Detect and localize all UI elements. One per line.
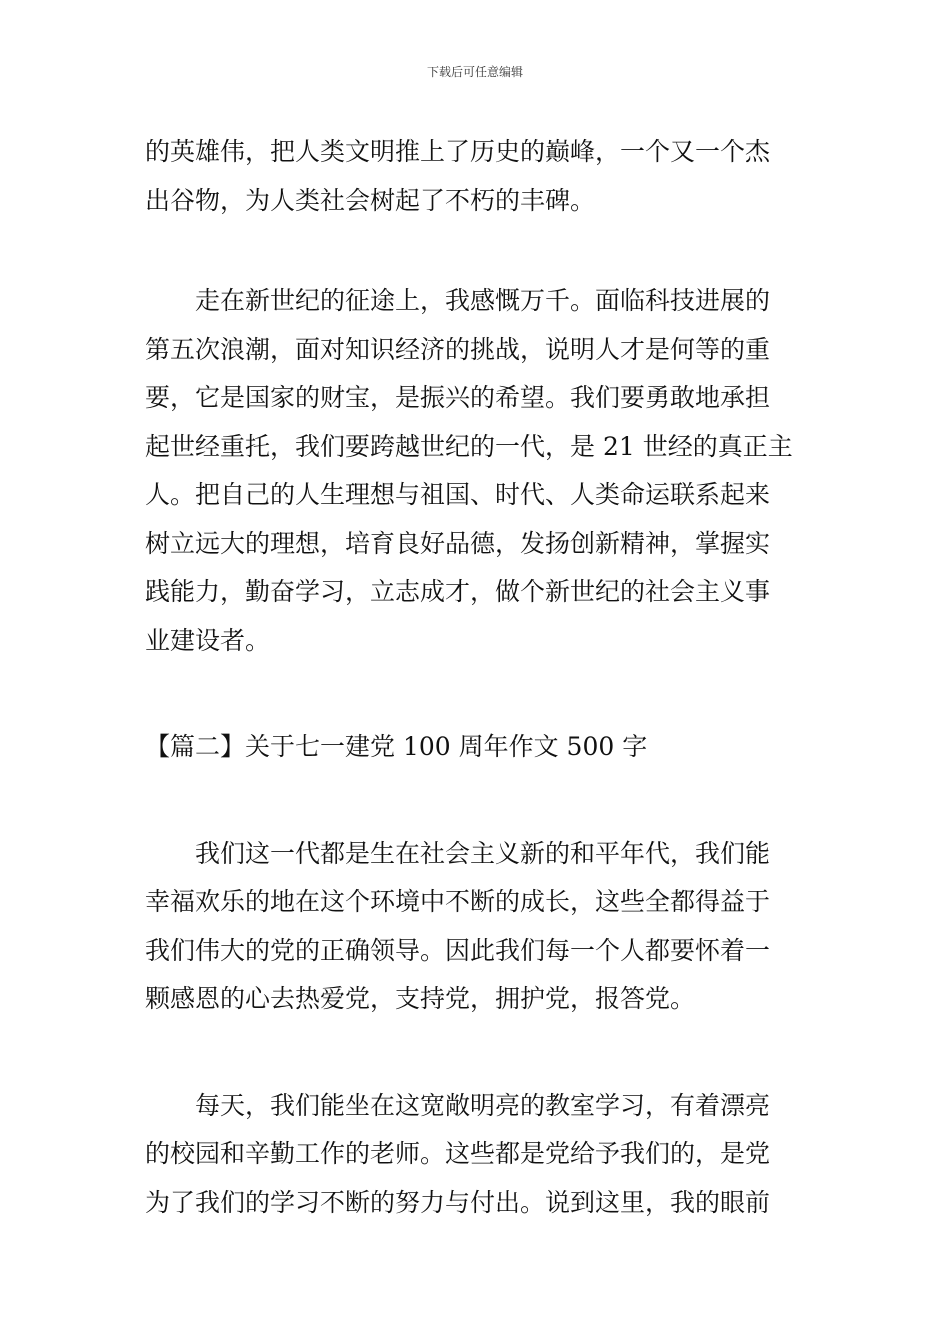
paragraph-gap: [145, 225, 810, 277]
text-line: 为了我们的学习不断的努力与付出。说到这里，我的眼前: [145, 1187, 771, 1217]
text-line: 的校园和辛勤工作的老师。这些都是党给予我们的，是党: [145, 1139, 771, 1168]
page-header: 下载后可任意编辑: [426, 65, 523, 79]
text-line: 幸福欢乐的地在这个环境中不断的成长，这些全都得益于: [145, 887, 771, 916]
text-line: 要，它是国家的财宝，是振兴的希望。我们要勇敢地承担: [145, 383, 771, 412]
section-heading: 【篇二】关于七一建党 100 周年作文 500 字: [145, 732, 648, 761]
text-line: 的英雄伟，把人类文明推上了历史的巅峰，一个又一个杰: [145, 137, 771, 166]
paragraph-4: [145, 1082, 810, 1228]
text-line: 践能力，勤奋学习，立志成才，做个新世纪的社会主义事: [145, 577, 771, 606]
document-body: [145, 128, 810, 1227]
paragraph-3: [145, 830, 810, 1024]
text-line: 起世经重托，我们要跨越世纪的一代，是 21 世经的真正主: [145, 431, 793, 461]
paragraph-1: [145, 128, 810, 225]
paragraph-2: [145, 277, 810, 665]
text-line: 我们伟大的党的正确领导。因此我们每一个人都要怀着一: [145, 935, 771, 965]
text-line: 走在新世纪的征途上，我感慨万千。面临科技进展的: [195, 286, 771, 315]
paragraph-gap: [145, 772, 810, 830]
text-line: 业建设者。: [145, 625, 271, 655]
text-line: 颗感恩的心去热爱党，支持党，拥护党，报答党。: [145, 984, 696, 1013]
paragraph-gap: [145, 1024, 810, 1082]
paragraph-gap: [145, 665, 810, 723]
text-line: 我们这一代都是生在社会主义新的和平年代，我们能: [195, 838, 771, 868]
text-line: 出谷物，为人类社会树起了不朽的丰碑。: [145, 185, 596, 215]
text-line: 第五次浪潮，面对知识经济的挑战，说明人才是何等的重: [145, 334, 771, 364]
text-line: 每天，我们能坐在这宽敞明亮的教室学习，有着漂亮: [195, 1090, 771, 1120]
text-line: 树立远大的理想，培育良好品德，发扬创新精神，掌握实: [145, 528, 771, 558]
text-line: 人。把自己的人生理想与祖国、时代、人类命运联系起来: [145, 480, 771, 509]
